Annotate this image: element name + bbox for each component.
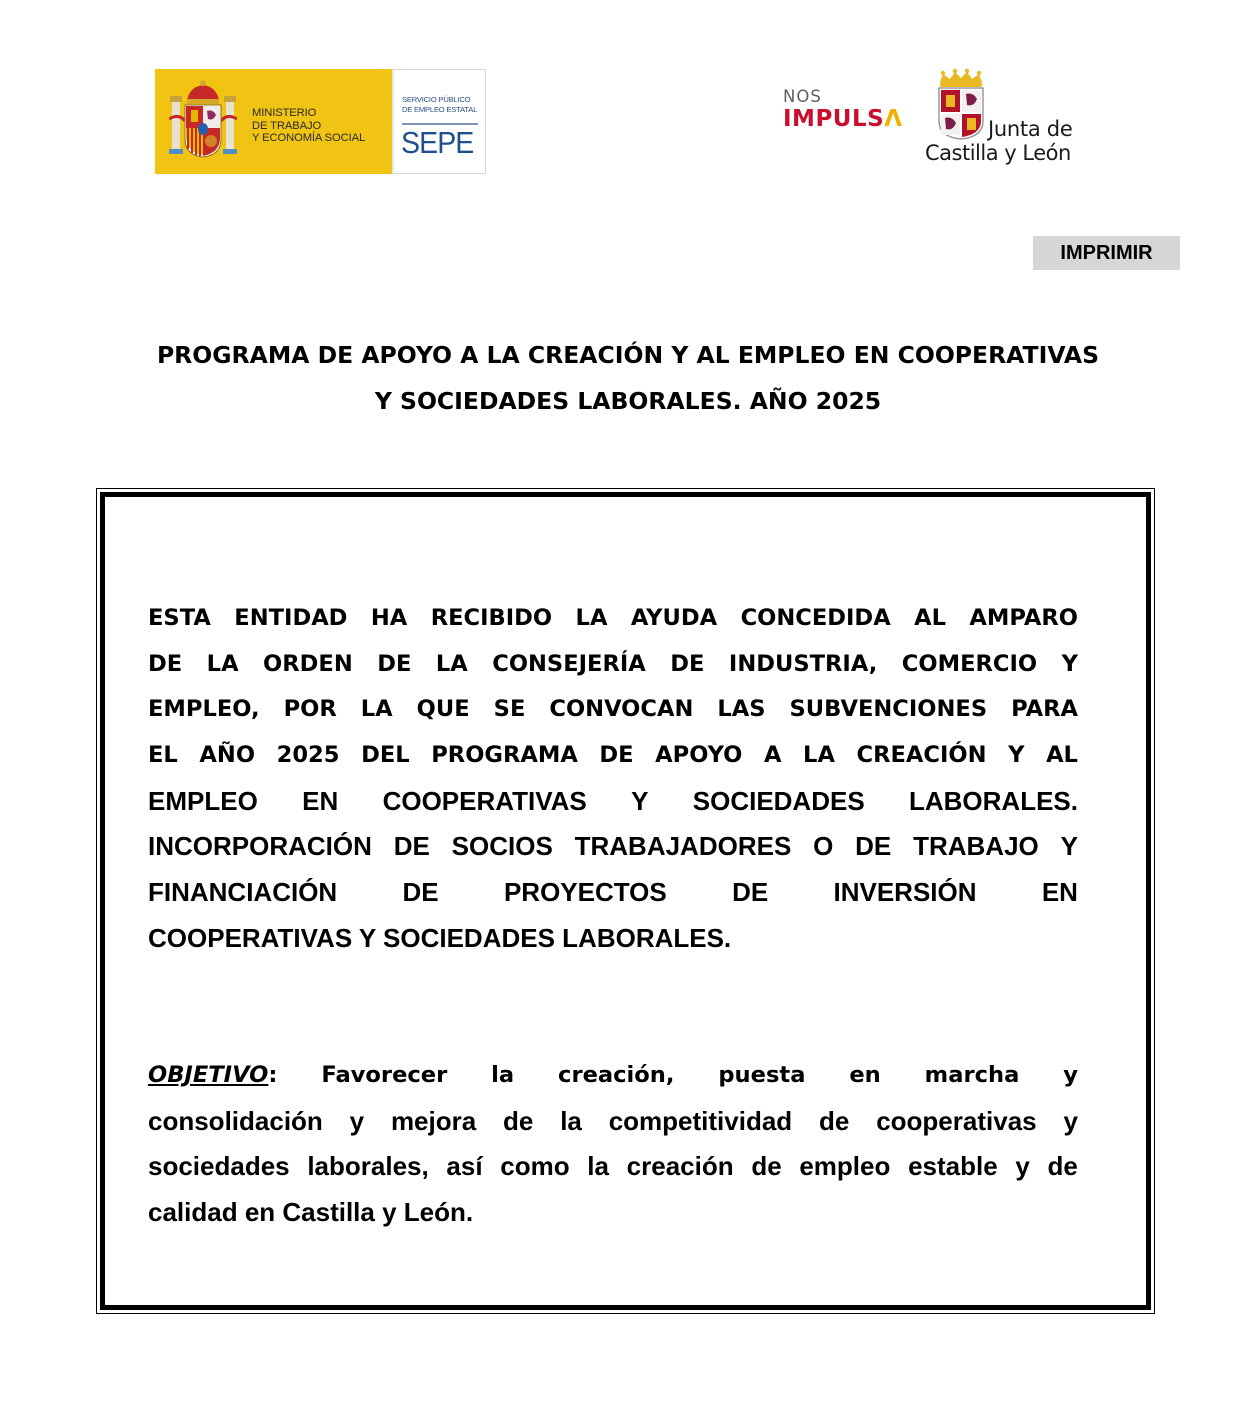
- notice-line: [148, 596, 1078, 642]
- objective-word: de: [819, 1105, 850, 1136]
- castilla-leon-shield-icon: [938, 87, 984, 140]
- notice-word: CONVOCAN: [549, 696, 694, 723]
- notice-word: DE: [377, 650, 412, 677]
- objective-word: laborales,: [307, 1151, 429, 1182]
- objective-word: mejora: [390, 1105, 477, 1136]
- notice-word: SOCIOS: [451, 831, 553, 862]
- sepe-subtitle-line: SERVICIO PÚBLICO: [402, 95, 471, 104]
- notice-word: DE: [670, 650, 705, 677]
- notice-word: INDUSTRIA,: [728, 650, 878, 677]
- sepe-logo: [392, 69, 486, 174]
- notice-word: Y: [1008, 742, 1025, 769]
- notice-word: DE: [393, 831, 430, 862]
- objective-word: cooperativas: [876, 1105, 1037, 1136]
- spain-coat-of-arms-icon: [169, 79, 237, 163]
- notice-word: EMPLEO,: [148, 696, 260, 723]
- notice-word: Y: [1060, 831, 1078, 862]
- notice-word: FINANCIACIÓN: [148, 877, 338, 908]
- notice-word: TRABAJADORES: [574, 831, 792, 862]
- notice-word: EN: [1041, 877, 1078, 908]
- notice-word: DE: [732, 877, 769, 908]
- objective-word: y: [1063, 1062, 1078, 1088]
- objective-word: como: [500, 1151, 570, 1182]
- objective-word: Favorecer: [321, 1062, 448, 1088]
- notice-word: PROYECTOS: [503, 877, 667, 908]
- notice-paragraph: [148, 596, 1078, 962]
- objective-word: marcha: [924, 1062, 1020, 1088]
- notice-word: SOCIEDADES: [692, 785, 865, 816]
- ministry-line: MINISTERIO: [252, 107, 317, 119]
- objective-word: y: [1015, 1151, 1030, 1182]
- notice-word: INCORPORACIÓN: [148, 831, 372, 862]
- notice-word: EL: [148, 742, 178, 769]
- objective-line: [148, 1099, 1078, 1145]
- impulsa-accent: Λ: [884, 106, 903, 132]
- objective-word: la: [587, 1151, 609, 1182]
- objective-word: y: [1063, 1105, 1078, 1136]
- sepe-wordmark: SEPE: [401, 125, 474, 160]
- objective-word: creación,: [558, 1062, 675, 1088]
- ministry-logo: [155, 69, 392, 174]
- notice-word: SUBVENCIONES: [789, 696, 988, 723]
- objective-word: sociedades: [148, 1151, 290, 1182]
- sepe-subtitle: [402, 95, 477, 115]
- notice-word: AMPARO: [969, 605, 1078, 631]
- sepe-subtitle-line: DE EMPLEO ESTATAL: [402, 105, 478, 114]
- notice-word: HA: [370, 605, 408, 631]
- notice-line: [148, 916, 1078, 962]
- ministry-sepe-logo: [155, 69, 488, 174]
- notice-word: RECIBIDO: [430, 605, 553, 631]
- notice-word: CONCEDIDA: [740, 605, 891, 631]
- nos-impulsa-top: NOS: [783, 87, 822, 106]
- notice-word: Y: [1061, 650, 1078, 677]
- notice-word: COOPERATIVAS: [382, 785, 587, 816]
- notice-word: EN: [302, 785, 339, 816]
- crown-icon: [937, 68, 985, 88]
- objective-word: calidad en Castilla y León.: [148, 1197, 474, 1228]
- objective-word: competitividad: [608, 1105, 793, 1136]
- title-line: PROGRAMA DE APOYO A LA CREACIÓN Y AL EMPLEO EN COOPERATIVAS: [156, 341, 1100, 369]
- objective-word: en: [849, 1062, 881, 1088]
- notice-word: POR: [283, 696, 337, 723]
- notice-word: A: [763, 742, 782, 769]
- objective-word: de: [1047, 1151, 1078, 1182]
- objective-word: así: [446, 1151, 483, 1182]
- notice-word: CREACIÓN: [856, 742, 987, 769]
- junta-name-line-2: Castilla y León: [925, 141, 1071, 165]
- objective-label: OBJETIVO: [148, 1062, 269, 1088]
- objective-first-line: [148, 1053, 1078, 1099]
- notice-word: SE: [493, 696, 526, 723]
- objective-word: empleo: [799, 1151, 891, 1182]
- nos-impulsa-logo: [783, 88, 909, 140]
- objective-word: de: [503, 1105, 534, 1136]
- notice-word: DE: [148, 650, 183, 677]
- objective-word: estable: [908, 1151, 998, 1182]
- ministry-line: Y ECONOMÍA SOCIAL: [252, 132, 366, 144]
- objective-word: y: [349, 1105, 365, 1136]
- objective-label-group: [148, 1053, 277, 1099]
- junta-castilla-leon-logo: [924, 68, 1094, 168]
- notice-word: 2025: [276, 742, 340, 769]
- notice-word: DEL: [361, 742, 410, 769]
- notice-word: ENTIDAD: [234, 605, 348, 631]
- notice-line: [148, 642, 1078, 688]
- notice-word: AÑO: [199, 742, 256, 769]
- title-line: Y SOCIEDADES LABORALES. AÑO 2025: [374, 386, 882, 415]
- notice-word: AL: [1046, 742, 1078, 769]
- ministry-line: DE TRABAJO: [252, 119, 322, 132]
- notice-word: LA: [360, 696, 393, 723]
- notice-word: INVERSIÓN: [833, 877, 977, 908]
- notice-word: EMPLEO: [148, 785, 258, 816]
- notice-word: LABORALES.: [909, 785, 1078, 816]
- objective-line: [148, 1190, 1078, 1236]
- objective-word: la: [491, 1062, 515, 1088]
- notice-word: Y: [631, 785, 649, 816]
- objective-line: [148, 1144, 1078, 1190]
- objective-word: de: [751, 1151, 782, 1182]
- notice-word: LAS: [717, 696, 766, 723]
- ministry-name: [252, 107, 365, 145]
- objective-word: la: [560, 1105, 582, 1136]
- notice-word: PROGRAMA: [431, 742, 578, 769]
- notice-word: ORDEN: [263, 650, 353, 677]
- notice-word: COMERCIO: [901, 650, 1038, 677]
- notice-word: DE: [855, 831, 892, 862]
- objective-word: creación: [626, 1151, 734, 1182]
- notice-line: [148, 733, 1078, 779]
- objective-colon: :: [268, 1062, 278, 1088]
- impulsa-text: IMPULS: [783, 106, 885, 132]
- notice-word: LA: [206, 650, 239, 677]
- notice-word: AYUDA: [630, 605, 718, 631]
- objective-word: puesta: [718, 1062, 806, 1088]
- print-button[interactable]: IMPRIMIR: [1033, 236, 1180, 270]
- notice-word: APOYO: [655, 742, 743, 769]
- notice-word: ESTA: [148, 605, 211, 631]
- notice-line: [148, 687, 1078, 733]
- junta-name-line-1: Junta de: [988, 117, 1073, 141]
- nos-impulsa-bottom: [783, 106, 909, 132]
- notice-line: [148, 870, 1078, 916]
- page-title: [100, 333, 1156, 424]
- notice-line: [148, 824, 1078, 870]
- notice-line: [148, 779, 1078, 825]
- notice-word: O: [813, 831, 834, 862]
- objective-paragraph: [148, 1053, 1078, 1236]
- notice-word: PARA: [1011, 696, 1078, 723]
- notice-word: TRABAJO: [913, 831, 1039, 862]
- notice-word: LA: [435, 650, 468, 677]
- notice-word: AL: [914, 605, 946, 631]
- notice-word: LA: [803, 742, 835, 769]
- notice-word: DE: [402, 877, 439, 908]
- notice-word: LA: [575, 605, 608, 631]
- objective-word: consolidación: [148, 1105, 323, 1136]
- notice-word: COOPERATIVAS Y SOCIEDADES LABORALES.: [148, 922, 732, 953]
- notice-word: CONSEJERÍA: [492, 650, 646, 677]
- notice-word: DE: [599, 742, 634, 769]
- notice-word: QUE: [416, 696, 470, 723]
